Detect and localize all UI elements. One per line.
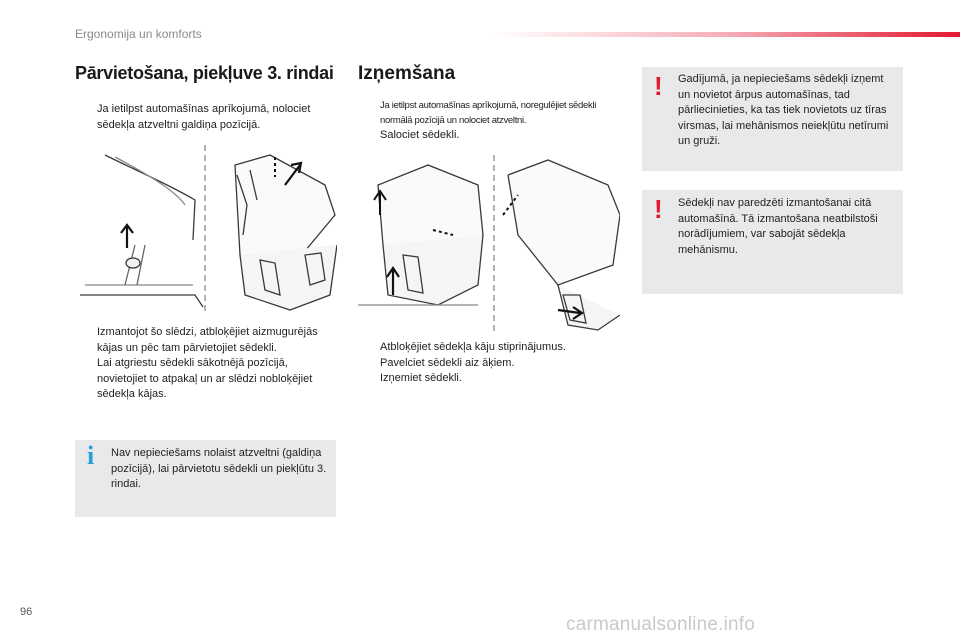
watermark: carmanualsonline.info (566, 614, 756, 635)
info-icon: i (87, 441, 95, 470)
seat-move-illustration (75, 145, 337, 315)
middle-section-title: Izņemšana (358, 63, 456, 84)
left-bottom-bullets (75, 325, 335, 403)
list-item: Atbloķējiet sēdekļa kāju stiprinājumus. (380, 341, 566, 353)
header-section-title: Ergonomija un komforts (75, 27, 202, 41)
list-item: Izņemiet sēdekli. (380, 372, 462, 384)
middle-bottom-bullets (358, 340, 623, 387)
warning-box-1 (642, 67, 903, 171)
seat-removal-illustration (358, 155, 620, 335)
list-item: Izmantojot šo slēdzi, atbloķējiet aizmugurējās kājas un pēc tam pārvietojiet sēdekli. (97, 326, 318, 354)
info-text: Nav nepieciešams nolaist atzveltni (galdiņa pozīcijā), lai pārvietotu sēdekli un piekļūtu 3. rindai. (111, 447, 327, 490)
warning-box-2 (642, 190, 903, 294)
page-number: 96 (20, 606, 33, 618)
exclamation-icon: ! (654, 194, 663, 224)
list-item: Ja ietilpst automašīnas aprīkojumā, nolociet sēdekļa atzveltni galdiņa pozīcijā. (97, 103, 311, 131)
middle-top-bullets (358, 98, 623, 144)
exclamation-icon: ! (654, 71, 663, 101)
left-top-bullets (75, 102, 335, 133)
warning-text-1: Gadījumā, ja nepieciešams sēdekļi izņemt un novietot ārpus automašīnas, tad pārliecinieties, ka tas tiek novietots uz tīras virsmas, lai mehānismos neiekļūtu netīrumi un gruži. (678, 73, 889, 147)
list-item: Lai atgriestu sēdekli sākotnējā pozīcijā, novietojiet to atpakaļ un ar slēdzi nobloķējiet sēdekļa kājas. (97, 357, 313, 400)
header-accent-bar (490, 32, 960, 37)
left-section-title: Pārvietošana, piekļuve 3. rindai (75, 63, 334, 83)
list-item: Salociet sēdekli. (380, 129, 460, 141)
info-box (75, 440, 336, 517)
list-item: Pavelciet sēdekli aiz āķiem. (380, 356, 515, 369)
warning-text-2: Sēdekļi nav paredzēti izmantošanai citā automašīnā. Tā izmantošana neatbilstoši norādījumiem, var sabojāt sēdekļa mehānismu. (678, 197, 878, 256)
list-item: Ja ietilpst automašīnas aprīkojumā, noregulējiet sēdekli normālā pozīcijā un nolociet atzveltni. (380, 100, 597, 126)
